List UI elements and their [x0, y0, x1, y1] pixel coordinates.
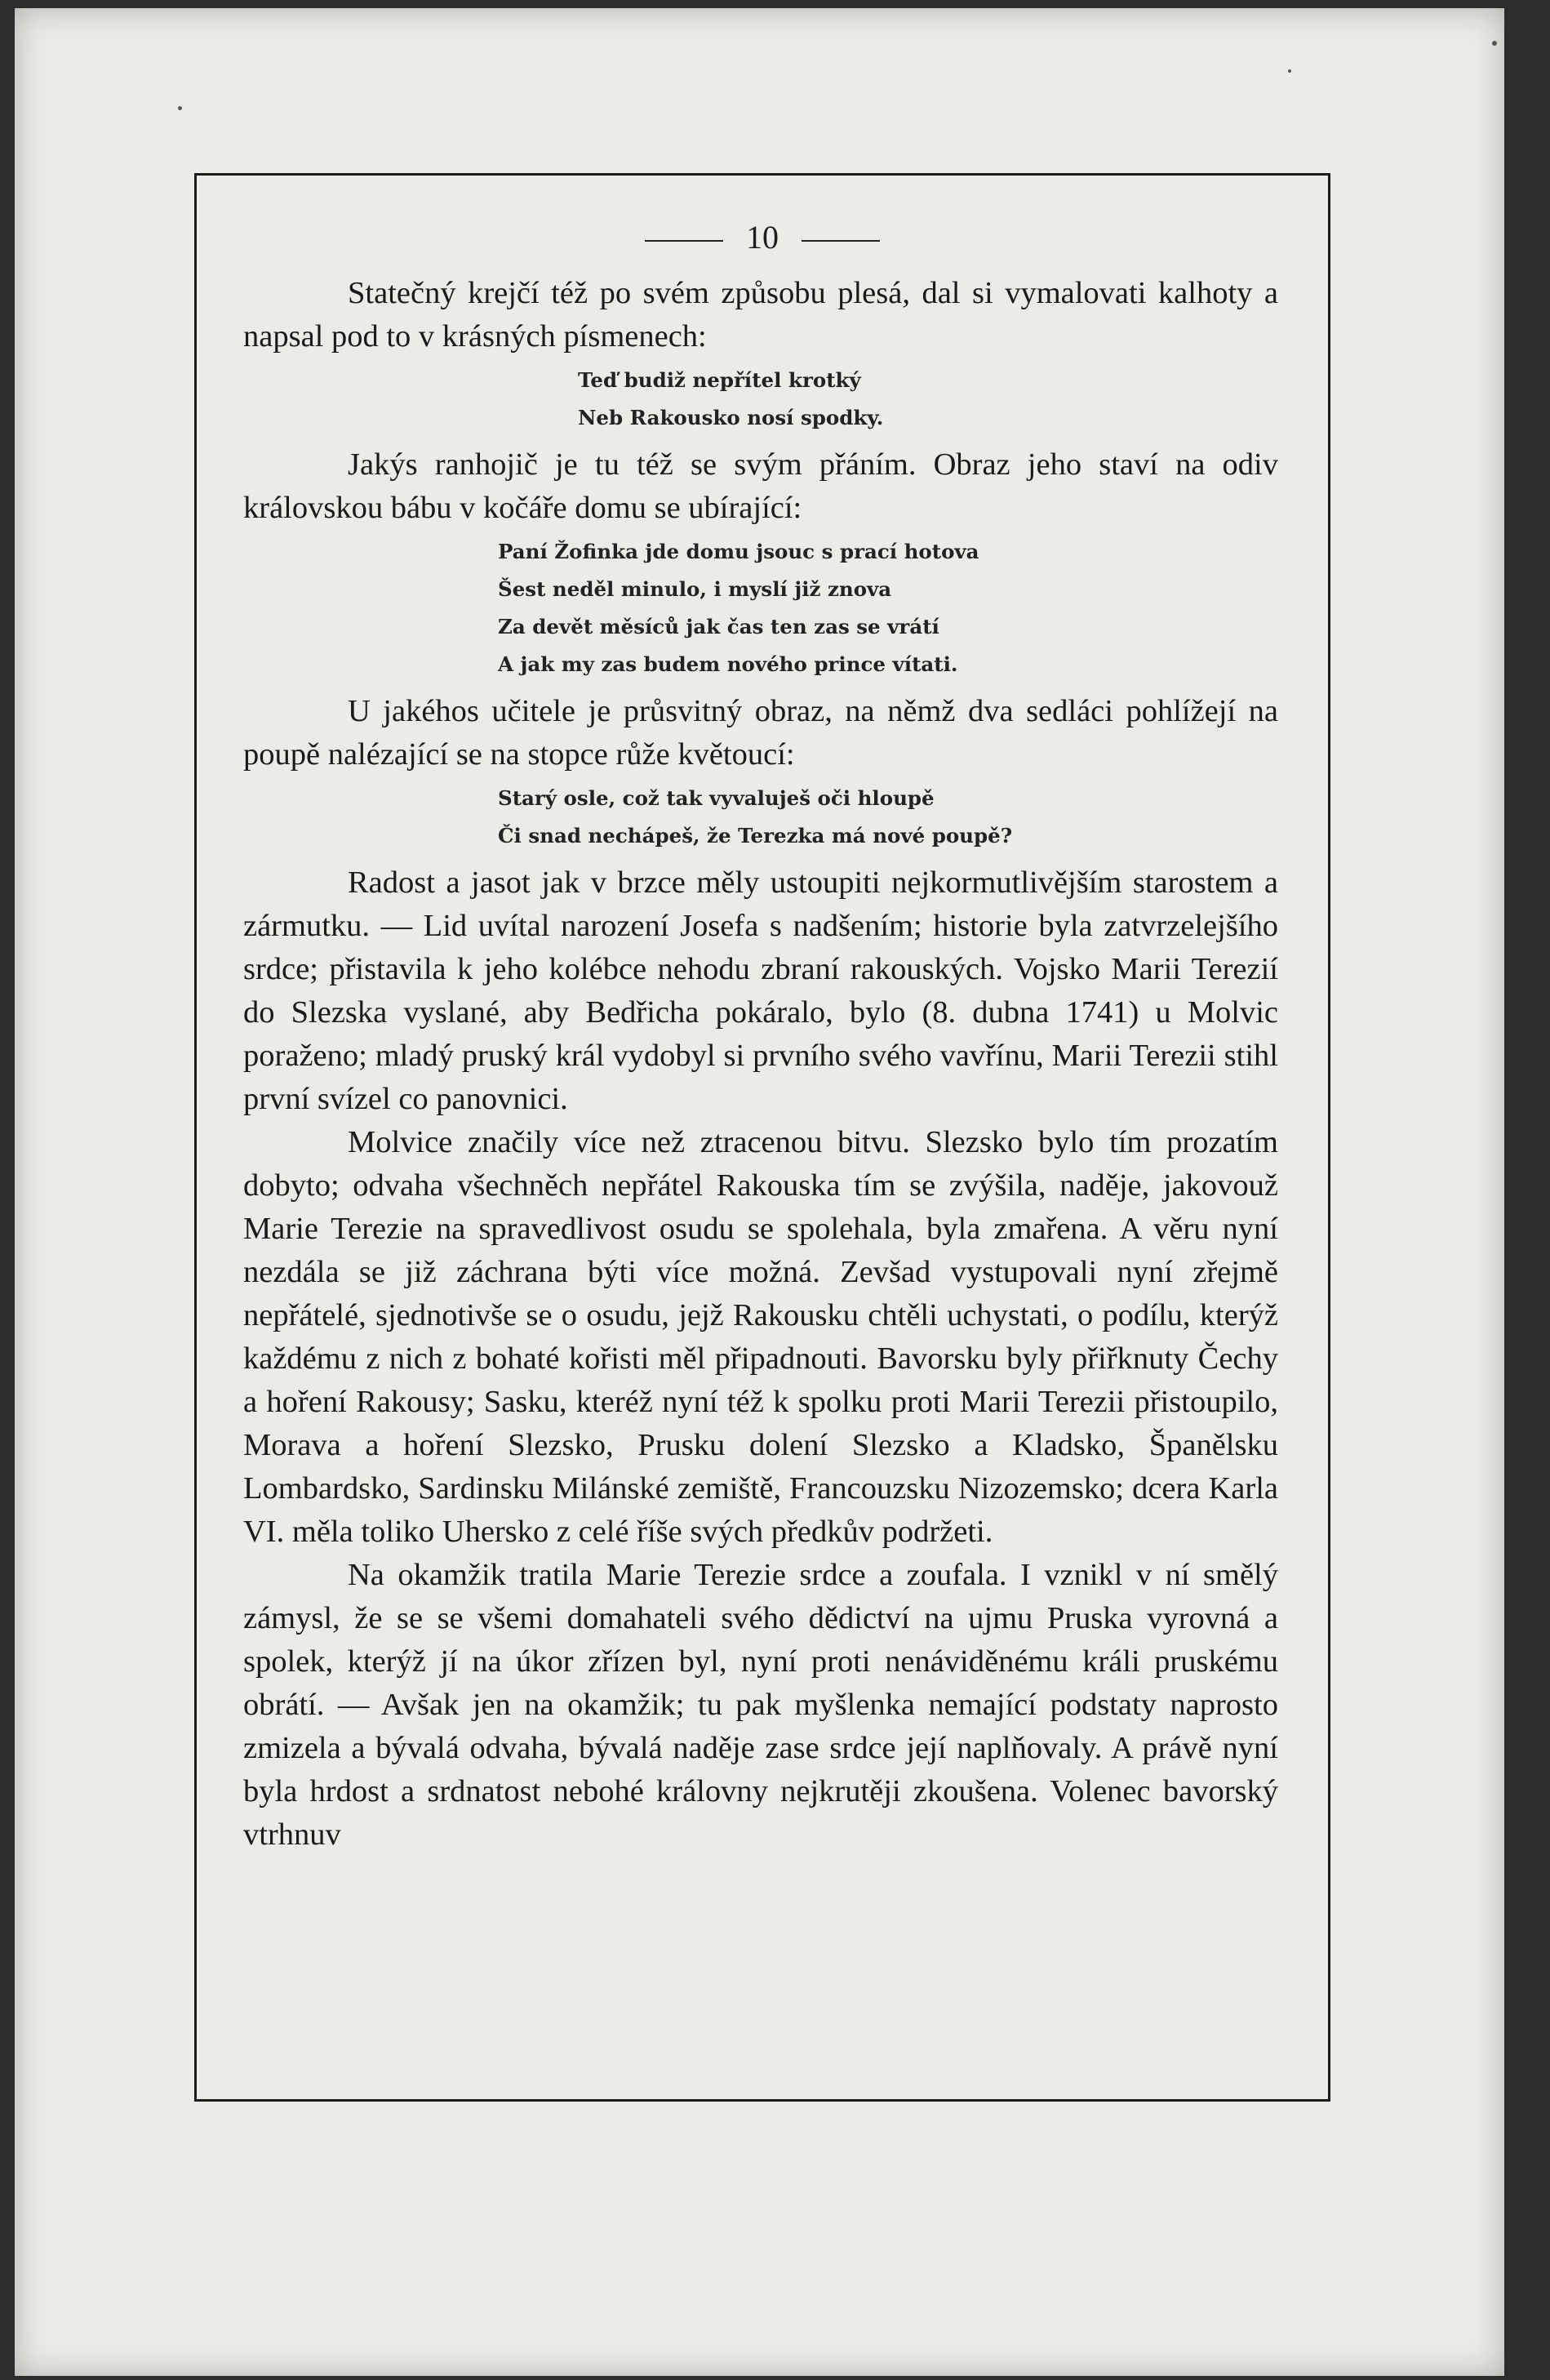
text-frame [194, 173, 1330, 2102]
verse-line: Starý osle, což tak vyvaluješ oči hloupě [498, 786, 935, 810]
paragraph-5: Molvice značily více než ztracenou bitvu. Slezsko bylo tím prozatím dobyto; odvaha všechněch nepřátel Rakouska tím se zvýšila, naděje, jakovouž Marie Terezie na spravedlivost osudu se spolehala, byla zmařena. A věru nyní nezdála se již záchrana býti více možná. Zevšad vystupovali nyní zřejmě nepřátelé, sjednotivše se o osudu, jejž Rakousku chtěli uchystati, o podílu, kterýž každému z nich z bohaté kořisti měl připadnouti. Bavorsku byly přiřknuty Čechy a hoření Rakousy; Sasku, kteréž nyní též k spolku proti Marii Terezii přistoupilo, Morava a hoření Slezsko, Prusku dolení Slezsko a Kladsko, Španělsku Lombardsko, Sardinsku Milánské zemiště, Francouzsku Nizozemsko; dcera Karla VI. měla toliko Uhersko z celé říše svých předkův podržeti. [243, 1125, 1278, 1549]
header-rule-right [802, 240, 880, 242]
verse-line: Paní Žofinka jde domu jsouc s prací hotova [498, 540, 979, 563]
header-rule-left [645, 240, 723, 242]
paragraph-1: Statečný krejčí též po svém způsobu plesá, dal si vymalovati kalhoty a napsal pod to v krásných písmenech: [243, 276, 1278, 354]
paragraph-2: Jakýs ranhojič je tu též se svým přáním. Obraz jeho staví na odiv královskou bábu v kočáře domu se ubírající: [243, 447, 1278, 525]
paragraph-3: U jakéhos učitele je průsvitný obraz, na němž dva sedláci pohlížejí na poupě nalézající se na stopce růže květoucí: [243, 694, 1278, 772]
speck [178, 106, 182, 110]
verse-line: Neb Rakousko nosí spodky. [578, 406, 884, 429]
paragraph-4: Radost a jasot jak v brzce měly ustoupiti nejkormutlivějším starostem a zármutku. — Lid uvítal narození Josefa s nadšením; historie byla zatvrzelejšího srdce; přistavila k jeho kolébce nehodu zbraní rakouských. Vojsko Marii Terezií do Slezska vyslané, aby Bedřicha pokáralo, bylo (8. dubna 1741) u Molvic poraženo; mladý pruský král vydobyl si prvního svého vavřínu, Marii Terezii stihl první svízel co panovnici. [243, 865, 1278, 1116]
paragraph-6: Na okamžik tratila Marie Terezie srdce a zoufala. I vznikl v ní smělý zámysl, že se se všemi domahateli svého dědictví na ujmu Pruska vyrovná a spolek, kterýž jí na úkor zřízen byl, nyní proti nenáviděnému králi pruskému obrátí. — Avšak jen na okamžik; tu pak myšlenka nemající podstaty naprosto zmizela a bývalá odvaha, bývalá naděje zase srdce její naplňovaly. A právě nyní byla hrdost a srdnatost nebohé královny nejkrutěji zkoušena. Volenec bavorský vtrhnuv [243, 1558, 1278, 1852]
verse-line: Teď budiž nepřítel krotký [578, 368, 861, 392]
verse-line: Šest neděl minulo, i myslí již znova [498, 577, 892, 601]
verse-2 [243, 533, 1278, 683]
verse-line: A jak my zas budem nového prince vítati. [498, 652, 958, 676]
verse-line: Za devět měsíců jak čas ten zas se vrátí [498, 615, 939, 638]
verse-line: Či snad nechápeš, že Terezka má nové poupě? [498, 824, 1013, 847]
page-content [243, 272, 1278, 1857]
speck [1288, 69, 1291, 73]
page-header [197, 218, 1328, 256]
page-number: 10 [746, 219, 779, 256]
verse-3 [243, 780, 1278, 855]
verse-1 [243, 362, 1278, 437]
speck [1492, 41, 1497, 46]
